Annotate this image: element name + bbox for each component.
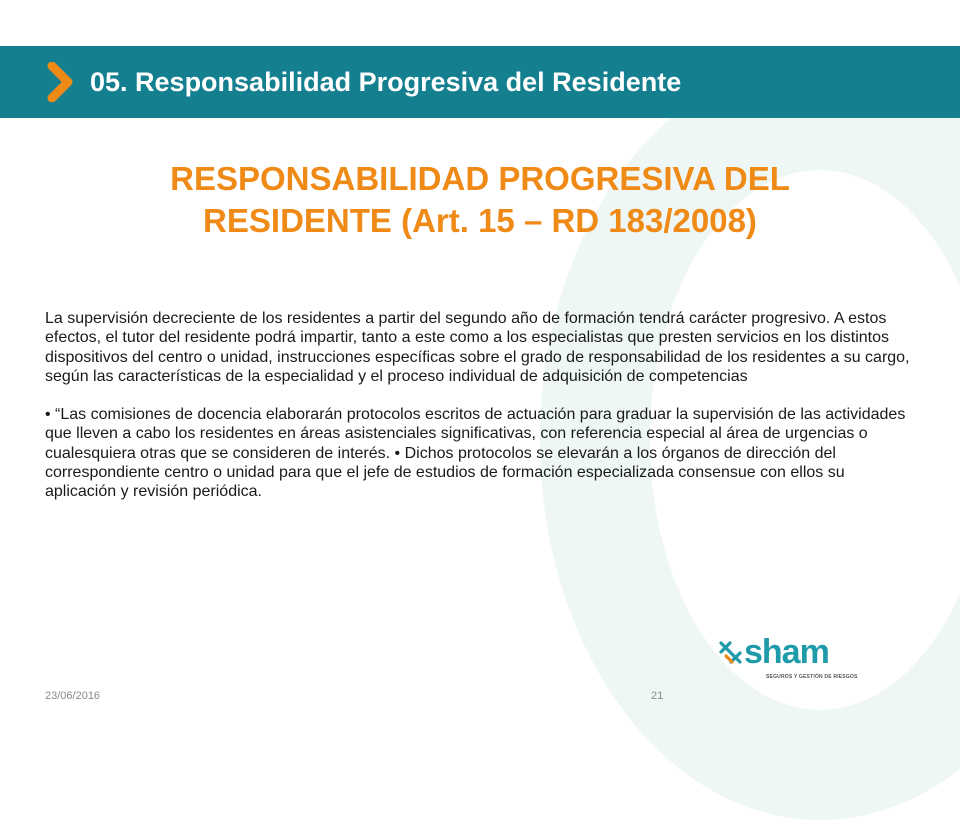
paragraph-supervision: La supervisión decreciente de los residentes a partir del segundo año de formación tendrá carácter progresivo. A estos efectos, el tutor del residente podrá impartir, tanto a este como a los especialistas que presten servicios en los distintos dispositivos del centro o unidad, instrucciones específicas sobre el grado de responsabilidad de los residentes a su cargo, según las características de la especialidad y el proceso individual de adquisición de competencias bbox=[45, 310, 910, 385]
chevron-right-icon bbox=[46, 62, 76, 102]
slide-title-line-1: RESPONSABILIDAD PROGRESIVA DEL bbox=[170, 160, 790, 197]
header-title: 05. Responsabilidad Progresiva del Residente bbox=[90, 67, 682, 97]
slide-title-line-2: RESIDENTE (Art. 15 – RD 183/2008) bbox=[203, 202, 757, 239]
sham-logo-mark-icon bbox=[718, 640, 746, 668]
logo-wordmark: sham bbox=[744, 633, 829, 671]
paragraph-protocols: • “Las comisiones de docencia elaborarán protocolos escritos de actuación para graduar la supervisión de las actividades que lleven a cabo los residentes en áreas asistenciales significativas, con referencia especial al área de urgencias o cualesquiera otras que se consideren de interés. • Dichos protocolos se elevarán a los órganos de dirección del correspondiente centro o unidad para que el jefe de estudios de formación especializada consensue con ellos su aplicación y revisión periódica. bbox=[45, 406, 906, 501]
page-number: 21 bbox=[651, 690, 664, 702]
sham-logo bbox=[718, 633, 863, 686]
footer-date: 23/06/2016 bbox=[45, 690, 101, 702]
logo-tagline: SEGUROS Y GESTIÓN DE RIESGOS bbox=[766, 674, 858, 680]
slide-title bbox=[60, 158, 900, 242]
body-text bbox=[45, 309, 915, 502]
